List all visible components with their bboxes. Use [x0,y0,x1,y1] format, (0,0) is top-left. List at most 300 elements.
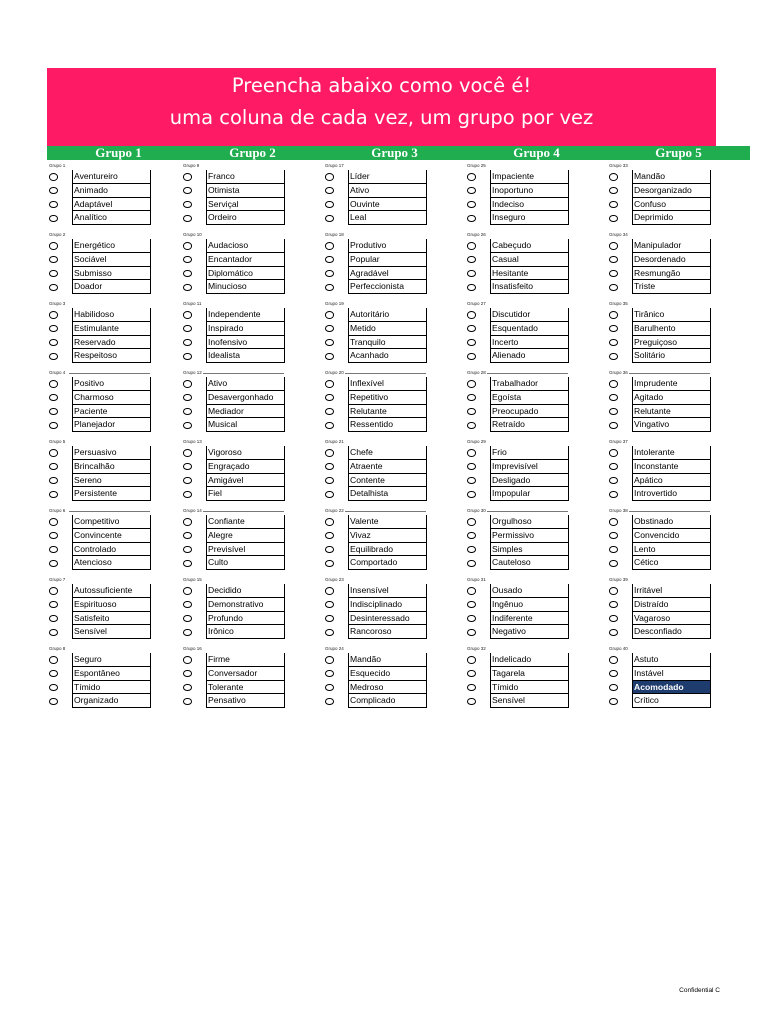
option-row[interactable] [47,349,150,363]
option-row[interactable] [465,391,568,405]
option-label[interactable]: Animado [72,184,150,198]
radio-circle-icon[interactable] [609,629,618,637]
radio-circle-icon[interactable] [609,187,618,195]
option-row[interactable] [181,446,284,460]
option-label[interactable]: Ousado [490,584,568,598]
radio-circle-icon[interactable] [467,380,476,388]
option-label[interactable]: Atencioso [72,556,150,570]
radio-circle-icon[interactable] [325,629,334,637]
option-label[interactable]: Equilibrado [348,543,426,557]
option-row[interactable] [323,460,426,474]
radio-circle-icon[interactable] [183,587,192,595]
option-row[interactable] [607,556,710,570]
option-label[interactable]: Brincalhão [72,460,150,474]
radio-circle-icon[interactable] [467,587,476,595]
radio-circle-icon[interactable] [49,463,58,471]
option-row[interactable] [323,446,426,460]
option-label[interactable]: Tranquilo [348,336,426,350]
option-label[interactable]: Demonstrativo [206,598,284,612]
radio-circle-icon[interactable] [49,684,58,692]
option-row[interactable] [465,418,568,432]
option-label[interactable]: Conversador [206,667,284,681]
option-label[interactable]: Confiante [206,515,284,529]
radio-circle-icon[interactable] [325,325,334,333]
option-row[interactable] [181,556,284,570]
radio-circle-icon[interactable] [325,670,334,678]
option-label[interactable]: Sereno [72,474,150,488]
option-row[interactable] [323,653,426,667]
option-label[interactable]: Vivaz [348,529,426,543]
option-label[interactable]: Otimista [206,184,284,198]
option-label[interactable]: Manipulador [632,239,710,253]
option-label[interactable]: Imprudente [632,377,710,391]
option-row[interactable] [607,681,710,695]
option-row[interactable] [465,543,568,557]
radio-circle-icon[interactable] [325,201,334,209]
option-row[interactable] [465,612,568,626]
option-label[interactable]: Analítico [72,211,150,225]
option-row[interactable] [181,377,284,391]
option-label[interactable]: Positivo [72,377,150,391]
option-label[interactable]: Encantador [206,253,284,267]
option-row[interactable] [47,474,150,488]
radio-circle-icon[interactable] [325,491,334,499]
radio-circle-icon[interactable] [609,270,618,278]
option-row[interactable] [181,280,284,294]
option-label[interactable]: Barulhento [632,322,710,336]
option-label[interactable]: Astuto [632,653,710,667]
radio-circle-icon[interactable] [609,311,618,319]
option-row[interactable] [181,460,284,474]
option-row[interactable] [47,280,150,294]
option-label[interactable]: Sociável [72,253,150,267]
option-row[interactable] [47,322,150,336]
option-row[interactable] [465,349,568,363]
option-row[interactable] [607,612,710,626]
radio-circle-icon[interactable] [183,353,192,361]
option-label[interactable]: Culto [206,556,284,570]
option-label[interactable]: Persistente [72,487,150,501]
option-row[interactable] [181,515,284,529]
radio-circle-icon[interactable] [609,422,618,430]
option-label[interactable]: Tagarela [490,667,568,681]
radio-circle-icon[interactable] [467,670,476,678]
option-label[interactable]: Tirânico [632,308,710,322]
radio-circle-icon[interactable] [49,491,58,499]
option-label[interactable]: Estimulante [72,322,150,336]
radio-circle-icon[interactable] [609,173,618,181]
radio-circle-icon[interactable] [467,684,476,692]
radio-circle-icon[interactable] [467,215,476,223]
radio-circle-icon[interactable] [325,463,334,471]
option-row[interactable] [47,239,150,253]
option-row[interactable] [323,515,426,529]
option-label[interactable]: Incerto [490,336,568,350]
option-row[interactable] [465,253,568,267]
option-label[interactable]: Ressentido [348,418,426,432]
option-label[interactable]: Seguro [72,653,150,667]
radio-circle-icon[interactable] [325,173,334,181]
option-row[interactable] [181,694,284,708]
radio-circle-icon[interactable] [609,560,618,568]
option-label[interactable]: Apático [632,474,710,488]
option-row[interactable] [323,308,426,322]
option-label[interactable]: Desconfiado [632,625,710,639]
option-label[interactable]: Adaptável [72,198,150,212]
option-label[interactable]: Crítico [632,694,710,708]
option-row[interactable] [607,349,710,363]
option-row[interactable] [607,667,710,681]
option-label[interactable]: Alegre [206,529,284,543]
option-label[interactable]: Mandão [348,653,426,667]
option-label[interactable]: Negativo [490,625,568,639]
option-row[interactable] [465,280,568,294]
option-label[interactable]: Inoportuno [490,184,568,198]
radio-circle-icon[interactable] [467,201,476,209]
option-label[interactable]: Impaciente [490,170,568,184]
option-label[interactable]: Agradável [348,267,426,281]
option-row[interactable] [465,556,568,570]
radio-circle-icon[interactable] [183,684,192,692]
radio-circle-icon[interactable] [49,615,58,623]
option-row[interactable] [47,391,150,405]
option-row[interactable] [607,239,710,253]
radio-circle-icon[interactable] [325,422,334,430]
option-row[interactable] [47,377,150,391]
radio-circle-icon[interactable] [49,546,58,554]
radio-circle-icon[interactable] [467,560,476,568]
radio-circle-icon[interactable] [49,187,58,195]
radio-circle-icon[interactable] [467,491,476,499]
radio-circle-icon[interactable] [183,242,192,250]
option-label[interactable]: Egoísta [490,391,568,405]
radio-circle-icon[interactable] [49,256,58,264]
option-label[interactable]: Inspirado [206,322,284,336]
option-label[interactable]: Relutante [632,405,710,419]
option-label[interactable]: Cético [632,556,710,570]
option-label[interactable]: Repetitivo [348,391,426,405]
radio-circle-icon[interactable] [325,587,334,595]
option-label[interactable]: Desorganizado [632,184,710,198]
option-label[interactable]: Competitivo [72,515,150,529]
option-label[interactable]: Irônico [206,625,284,639]
radio-circle-icon[interactable] [49,325,58,333]
radio-circle-icon[interactable] [49,339,58,347]
radio-circle-icon[interactable] [609,615,618,623]
option-label[interactable]: Perfeccionista [348,280,426,294]
option-label[interactable]: Convencido [632,529,710,543]
option-label[interactable]: Preocupado [490,405,568,419]
option-label[interactable]: Chefe [348,446,426,460]
option-label[interactable]: Decidido [206,584,284,598]
option-label[interactable]: Pensativo [206,694,284,708]
option-label[interactable]: Habilidoso [72,308,150,322]
option-label[interactable]: Preguiçoso [632,336,710,350]
option-row[interactable] [465,584,568,598]
option-label[interactable]: Intolerante [632,446,710,460]
option-label[interactable]: Ouvinte [348,198,426,212]
radio-circle-icon[interactable] [183,256,192,264]
radio-circle-icon[interactable] [49,601,58,609]
radio-circle-icon[interactable] [183,670,192,678]
option-label[interactable]: Indiferente [490,612,568,626]
option-label[interactable]: Paciente [72,405,150,419]
radio-circle-icon[interactable] [467,629,476,637]
radio-circle-icon[interactable] [325,408,334,416]
radio-circle-icon[interactable] [325,449,334,457]
option-label[interactable]: Energético [72,239,150,253]
radio-circle-icon[interactable] [325,656,334,664]
option-row[interactable] [47,170,150,184]
option-label[interactable]: Simples [490,543,568,557]
option-label[interactable]: Impopular [490,487,568,501]
option-row[interactable] [607,543,710,557]
option-label[interactable]: Solitário [632,349,710,363]
radio-circle-icon[interactable] [325,284,334,292]
option-row[interactable] [47,487,150,501]
radio-circle-icon[interactable] [183,215,192,223]
radio-circle-icon[interactable] [609,463,618,471]
radio-circle-icon[interactable] [325,532,334,540]
option-row[interactable] [465,377,568,391]
option-label[interactable]: Minucioso [206,280,284,294]
option-row[interactable] [181,308,284,322]
option-row[interactable] [323,625,426,639]
option-row[interactable] [323,694,426,708]
radio-circle-icon[interactable] [183,532,192,540]
option-row[interactable] [181,391,284,405]
option-label[interactable]: Mandão [632,170,710,184]
radio-circle-icon[interactable] [325,242,334,250]
option-row[interactable] [607,198,710,212]
option-label[interactable]: Inseguro [490,211,568,225]
option-row[interactable] [465,529,568,543]
option-label[interactable]: Relutante [348,405,426,419]
radio-circle-icon[interactable] [609,546,618,554]
radio-circle-icon[interactable] [49,422,58,430]
option-label[interactable]: Esquentado [490,322,568,336]
option-row[interactable] [47,198,150,212]
option-row[interactable] [465,446,568,460]
radio-circle-icon[interactable] [183,629,192,637]
option-label[interactable]: Inflexível [348,377,426,391]
option-label[interactable]: Produtivo [348,239,426,253]
radio-circle-icon[interactable] [325,311,334,319]
option-label[interactable]: Insatisfeito [490,280,568,294]
radio-circle-icon[interactable] [467,422,476,430]
option-row[interactable] [47,446,150,460]
option-row[interactable] [323,184,426,198]
option-label[interactable]: Hesitante [490,267,568,281]
option-row[interactable] [47,584,150,598]
radio-circle-icon[interactable] [183,394,192,402]
option-row[interactable] [47,694,150,708]
option-row[interactable] [323,612,426,626]
option-label[interactable]: Lento [632,543,710,557]
option-row[interactable] [607,391,710,405]
option-label[interactable]: Musical [206,418,284,432]
radio-circle-icon[interactable] [467,187,476,195]
option-row[interactable] [465,184,568,198]
radio-circle-icon[interactable] [609,201,618,209]
radio-circle-icon[interactable] [609,325,618,333]
option-label[interactable]: Espontâneo [72,667,150,681]
option-label[interactable]: Confuso [632,198,710,212]
radio-circle-icon[interactable] [49,629,58,637]
option-label[interactable]: Triste [632,280,710,294]
option-label[interactable]: Persuasivo [72,446,150,460]
option-label[interactable]: Líder [348,170,426,184]
option-row[interactable] [47,184,150,198]
option-row[interactable] [181,418,284,432]
option-label[interactable]: Inofensivo [206,336,284,350]
option-row[interactable] [465,515,568,529]
option-row[interactable] [47,598,150,612]
option-row[interactable] [47,267,150,281]
option-row[interactable] [47,681,150,695]
option-label[interactable]: Desordenado [632,253,710,267]
option-label[interactable]: Previsível [206,543,284,557]
radio-circle-icon[interactable] [183,173,192,181]
option-row[interactable] [181,198,284,212]
option-row[interactable] [181,584,284,598]
radio-circle-icon[interactable] [325,215,334,223]
radio-circle-icon[interactable] [467,339,476,347]
option-row[interactable] [323,391,426,405]
option-label[interactable]: Valente [348,515,426,529]
radio-circle-icon[interactable] [609,256,618,264]
option-row[interactable] [607,253,710,267]
option-row[interactable] [181,474,284,488]
option-row[interactable] [323,474,426,488]
option-row[interactable] [465,653,568,667]
option-row[interactable] [323,198,426,212]
option-row[interactable] [47,405,150,419]
option-row[interactable] [465,322,568,336]
option-row[interactable] [607,405,710,419]
radio-circle-icon[interactable] [49,477,58,485]
option-label[interactable]: Planejador [72,418,150,432]
radio-circle-icon[interactable] [609,242,618,250]
radio-circle-icon[interactable] [609,670,618,678]
option-label[interactable]: Ativo [348,184,426,198]
radio-circle-icon[interactable] [609,215,618,223]
radio-circle-icon[interactable] [49,201,58,209]
option-row[interactable] [323,584,426,598]
radio-circle-icon[interactable] [183,408,192,416]
radio-circle-icon[interactable] [467,601,476,609]
radio-circle-icon[interactable] [609,284,618,292]
option-row[interactable] [47,543,150,557]
option-label[interactable]: Vigoroso [206,446,284,460]
option-label[interactable]: Discutidor [490,308,568,322]
option-label[interactable]: Instável [632,667,710,681]
option-row[interactable] [323,322,426,336]
radio-circle-icon[interactable] [183,601,192,609]
option-label[interactable]: Ativo [206,377,284,391]
radio-circle-icon[interactable] [325,601,334,609]
option-row[interactable] [181,405,284,419]
option-label[interactable]: Esquecido [348,667,426,681]
option-row[interactable] [607,474,710,488]
option-label[interactable]: Deprimido [632,211,710,225]
option-row[interactable] [323,211,426,225]
option-row[interactable] [323,336,426,350]
radio-circle-icon[interactable] [49,532,58,540]
option-label[interactable]: Agitado [632,391,710,405]
option-label[interactable]: Imprevisível [490,460,568,474]
radio-circle-icon[interactable] [183,422,192,430]
option-label[interactable]: Alienado [490,349,568,363]
radio-circle-icon[interactable] [49,449,58,457]
option-label[interactable]: Firme [206,653,284,667]
option-row[interactable] [465,625,568,639]
option-label[interactable]: Leal [348,211,426,225]
option-row[interactable] [323,681,426,695]
option-label[interactable]: Irritável [632,584,710,598]
option-row[interactable] [47,211,150,225]
radio-circle-icon[interactable] [467,256,476,264]
option-label[interactable]: Tímido [72,681,150,695]
radio-circle-icon[interactable] [183,560,192,568]
radio-circle-icon[interactable] [49,242,58,250]
option-row[interactable] [323,556,426,570]
option-row[interactable] [47,556,150,570]
option-row[interactable] [47,612,150,626]
radio-circle-icon[interactable] [467,394,476,402]
option-row[interactable] [323,280,426,294]
option-row[interactable] [181,184,284,198]
option-label[interactable]: Distraído [632,598,710,612]
option-row[interactable] [607,446,710,460]
radio-circle-icon[interactable] [325,380,334,388]
radio-circle-icon[interactable] [325,477,334,485]
option-row[interactable] [181,681,284,695]
option-label[interactable]: Autossuficiente [72,584,150,598]
radio-circle-icon[interactable] [183,270,192,278]
radio-circle-icon[interactable] [49,311,58,319]
option-row[interactable] [47,529,150,543]
option-label[interactable]: Charmoso [72,391,150,405]
option-label[interactable]: Respeitoso [72,349,150,363]
radio-circle-icon[interactable] [609,353,618,361]
option-label[interactable]: Casual [490,253,568,267]
radio-circle-icon[interactable] [49,656,58,664]
radio-circle-icon[interactable] [183,187,192,195]
option-label[interactable]: Trabalhador [490,377,568,391]
radio-circle-icon[interactable] [467,615,476,623]
option-label[interactable]: Diplomático [206,267,284,281]
radio-circle-icon[interactable] [183,491,192,499]
option-row[interactable] [465,239,568,253]
radio-circle-icon[interactable] [325,560,334,568]
radio-circle-icon[interactable] [325,394,334,402]
option-row[interactable] [607,170,710,184]
radio-circle-icon[interactable] [609,339,618,347]
option-label[interactable]: Popular [348,253,426,267]
radio-circle-icon[interactable] [183,477,192,485]
option-label[interactable]: Indisciplinado [348,598,426,612]
option-row[interactable] [607,184,710,198]
option-row[interactable] [607,322,710,336]
radio-circle-icon[interactable] [325,353,334,361]
option-row[interactable] [607,267,710,281]
option-label[interactable]: Fiel [206,487,284,501]
radio-circle-icon[interactable] [609,587,618,595]
option-row[interactable] [181,612,284,626]
option-label[interactable]: Espirituoso [72,598,150,612]
radio-circle-icon[interactable] [467,656,476,664]
